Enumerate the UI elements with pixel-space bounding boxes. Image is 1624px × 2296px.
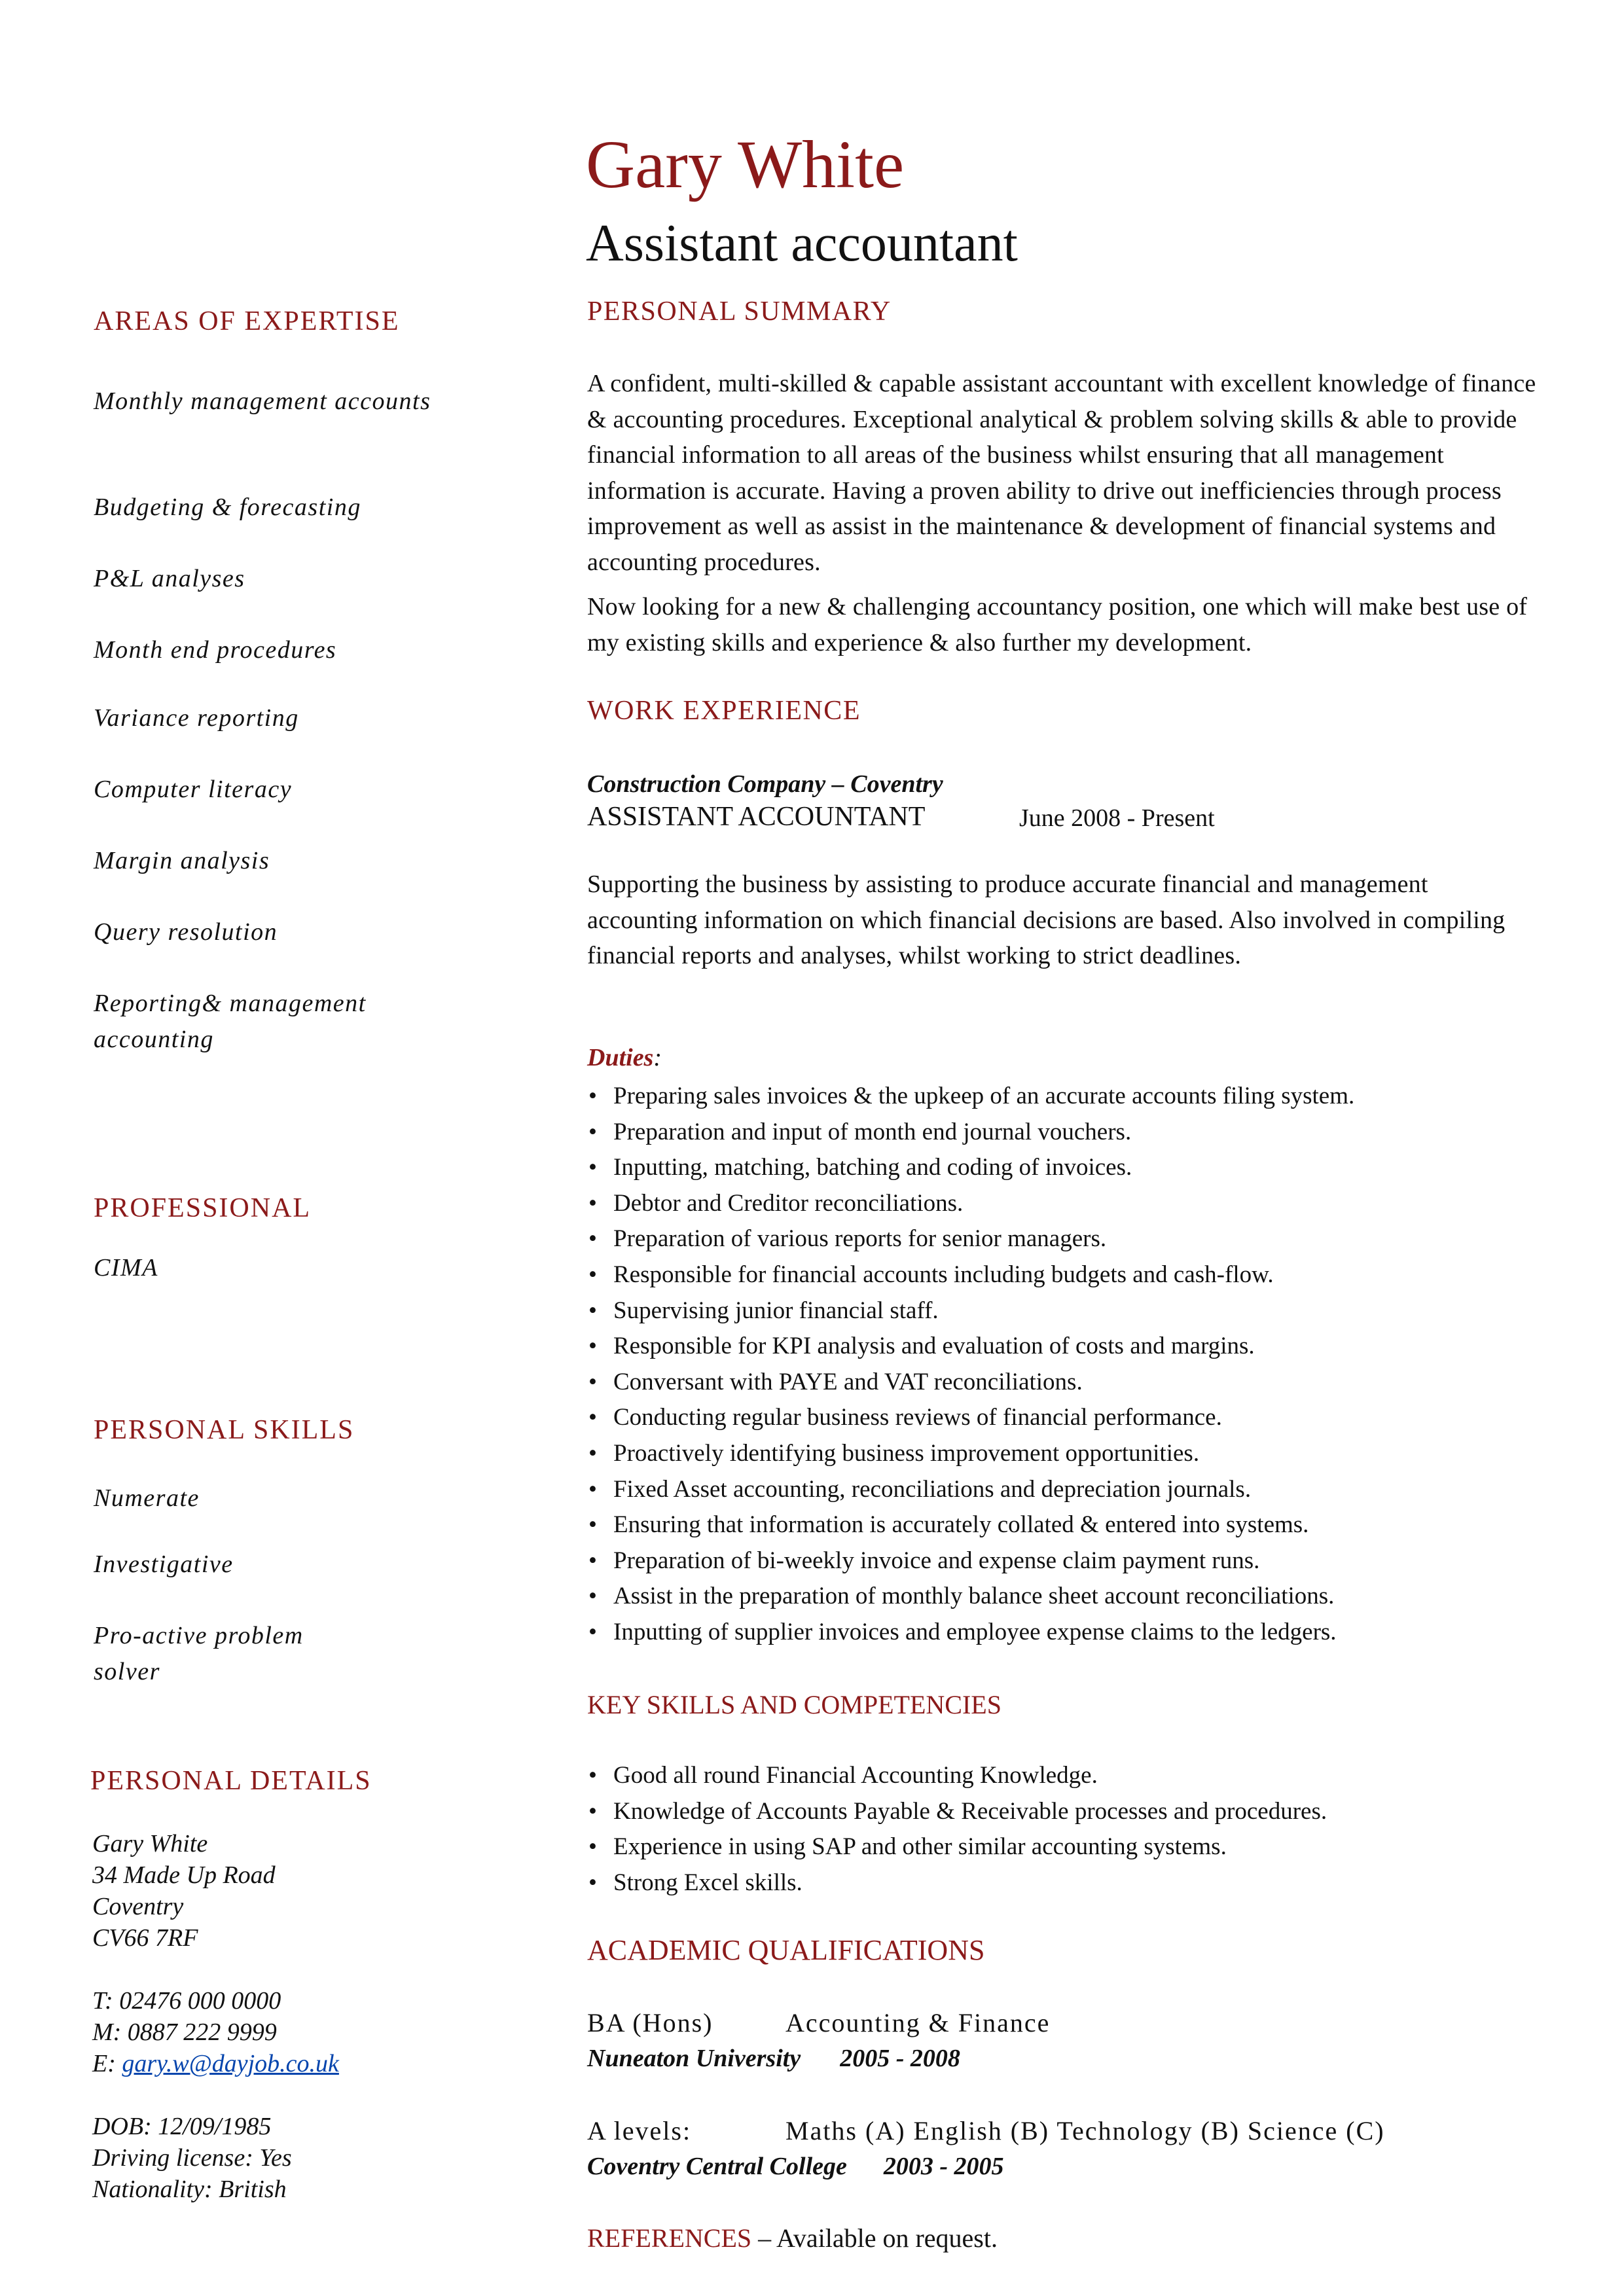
details-postcode: CV66 7RF <box>92 1924 198 1952</box>
expertise-item: P&L analyses <box>94 565 245 592</box>
duty-item: • Preparation of bi-weekly invoice and expense claim payment runs. <box>587 1543 1536 1579</box>
employer: Construction Company – Coventry <box>587 770 943 798</box>
university-name: Nuneaton University <box>587 2045 801 2072</box>
duty-item: • Debtor and Creditor reconciliations. <box>587 1186 1536 1222</box>
personal-skill-item: Pro-active problem solver <box>94 1622 304 1685</box>
expertise-item: Variance reporting <box>94 704 299 732</box>
university-years: 2005 - 2008 <box>840 2045 960 2072</box>
key-skill-item: • Good all round Financial Accounting Knowledge. <box>587 1758 1536 1794</box>
academic-heading: ACADEMIC QUALIFICATIONS <box>587 1934 985 1966</box>
expertise-heading: AREAS OF EXPERTISE <box>94 306 400 336</box>
details-license: Driving license: Yes <box>92 2144 292 2172</box>
personal-details-heading: PERSONAL DETAILS <box>90 1766 372 1796</box>
details-city: Coventry <box>92 1893 184 1920</box>
personal-skill-item: Investigative <box>94 1551 234 1578</box>
duty-item: • Supervising junior financial staff. <box>587 1293 1536 1329</box>
alevels-subjects: Maths (A) English (B) Technology (B) Science (C) <box>785 2116 1385 2145</box>
details-address: 34 Made Up Road <box>92 1861 276 1889</box>
personal-details <box>92 1828 339 2205</box>
duty-item: • Inputting of supplier invoices and employee expense claims to the ledgers. <box>587 1615 1536 1651</box>
work-experience-heading: WORK EXPERIENCE <box>587 696 861 726</box>
duty-item: • Inputting, matching, batching and coding of invoices. <box>587 1150 1536 1186</box>
job-title: Assistant accountant <box>586 215 1018 272</box>
college-years: 2003 - 2005 <box>883 2153 1004 2180</box>
expertise-item: Monthly management accounts <box>94 387 431 415</box>
duty-item: • Conducting regular business reviews of financial performance. <box>587 1400 1536 1436</box>
college-name: Coventry Central College <box>587 2153 847 2180</box>
professional-heading: PROFESSIONAL <box>94 1193 312 1223</box>
expertise-item: Budgeting & forecasting <box>94 493 361 521</box>
details-name: Gary White <box>92 1830 208 1857</box>
references <box>587 2223 998 2253</box>
expertise-item: Margin analysis <box>94 847 270 874</box>
duty-item: • Preparing sales invoices & the upkeep of an accurate accounts filing system. <box>587 1079 1536 1115</box>
references-heading: REFERENCES <box>587 2223 752 2253</box>
position-dates: June 2008 - Present <box>1019 804 1215 832</box>
duty-item: • Assist in the preparation of monthly balance sheet account reconciliations. <box>587 1579 1536 1615</box>
details-dob: DOB: 12/09/1985 <box>92 2113 272 2140</box>
degree-label: BA (Hons) <box>587 2008 713 2037</box>
spacer <box>92 1954 339 1985</box>
alevels-label: A levels: <box>587 2116 692 2145</box>
duty-item: • Responsible for financial accounts including budgets and cash-flow. <box>587 1257 1536 1293</box>
details-nationality: Nationality: British <box>92 2176 287 2203</box>
college <box>587 2152 1004 2181</box>
references-text: – Available on request. <box>758 2223 998 2253</box>
email-link[interactable]: gary.w@dayjob.co.uk <box>122 2050 339 2077</box>
degree-subject: Accounting & Finance <box>785 2008 1051 2037</box>
email-label: E: <box>92 2050 116 2077</box>
duties-label <box>587 1043 662 1072</box>
professional-item: CIMA <box>94 1254 158 1282</box>
duty-item: • Ensuring that information is accurately collated & entered into systems. <box>587 1507 1536 1543</box>
position-description: Supporting the business by assisting to produce accurate financial and management accounting information on which financial decisions are based. Also involved in compiling financial reports and analyses, whilst working to strict deadlines. <box>587 870 1506 969</box>
duty-item: • Responsible for KPI analysis and evaluation of costs and margins. <box>587 1329 1536 1365</box>
expertise-item: Query resolution <box>94 918 278 946</box>
key-skill-item: • Strong Excel skills. <box>587 1865 1536 1901</box>
duties-colon: : <box>653 1044 662 1071</box>
personal-skill-item: Numerate <box>94 1484 200 1512</box>
spacer <box>92 2079 339 2111</box>
details-email-row <box>92 2048 339 2079</box>
duty-item: • Preparation of various reports for senior managers. <box>587 1221 1536 1257</box>
candidate-name: Gary White <box>586 127 905 202</box>
duty-item: • Conversant with PAYE and VAT reconciliations. <box>587 1365 1536 1401</box>
duties-list <box>587 1079 1536 1651</box>
key-skills-list <box>587 1758 1536 1901</box>
duties-label-text: Duties <box>587 1044 654 1071</box>
key-skill-item: • Experience in using SAP and other similar accounting systems. <box>587 1829 1536 1865</box>
duty-item: • Fixed Asset accounting, reconciliations and depreciation journals. <box>587 1472 1536 1508</box>
summary-paragraph-2: Now looking for a new & challenging accountancy position, one which will make best use of my existing skills and experience & also further my development. <box>587 593 1528 656</box>
key-skill-item: • Knowledge of Accounts Payable & Receivable processes and procedures. <box>587 1794 1536 1830</box>
expertise-item: Computer literacy <box>94 776 293 803</box>
summary-heading: PERSONAL SUMMARY <box>587 296 892 327</box>
key-skills-heading: KEY SKILLS AND COMPETENCIES <box>587 1690 1001 1719</box>
duty-item: • Preparation and input of month end journal vouchers. <box>587 1115 1536 1151</box>
university <box>587 2044 960 2073</box>
expertise-item: Month end procedures <box>94 636 337 664</box>
position-title: ASSISTANT ACCOUNTANT <box>587 802 926 832</box>
details-mobile: M: 0887 222 9999 <box>92 2018 277 2046</box>
personal-skills-heading: PERSONAL SKILLS <box>94 1415 355 1445</box>
details-phone: T: 02476 000 0000 <box>92 1987 281 2015</box>
expertise-item: Reporting& management accounting <box>94 990 367 1053</box>
summary-paragraph: A confident, multi-skilled & capable assistant accountant with excellent knowledge of finance & accounting procedures. Exceptional analytical & problem solving skills & able to provide financial information to all areas of the business whilst ensuring that all management information is accurate. Having a proven ability to drive out inefficiencies through process improvement as well as assist in the maintenance & development of financial systems and accounting procedures. <box>587 370 1536 576</box>
duty-item: • Proactively identifying business improvement opportunities. <box>587 1436 1536 1472</box>
